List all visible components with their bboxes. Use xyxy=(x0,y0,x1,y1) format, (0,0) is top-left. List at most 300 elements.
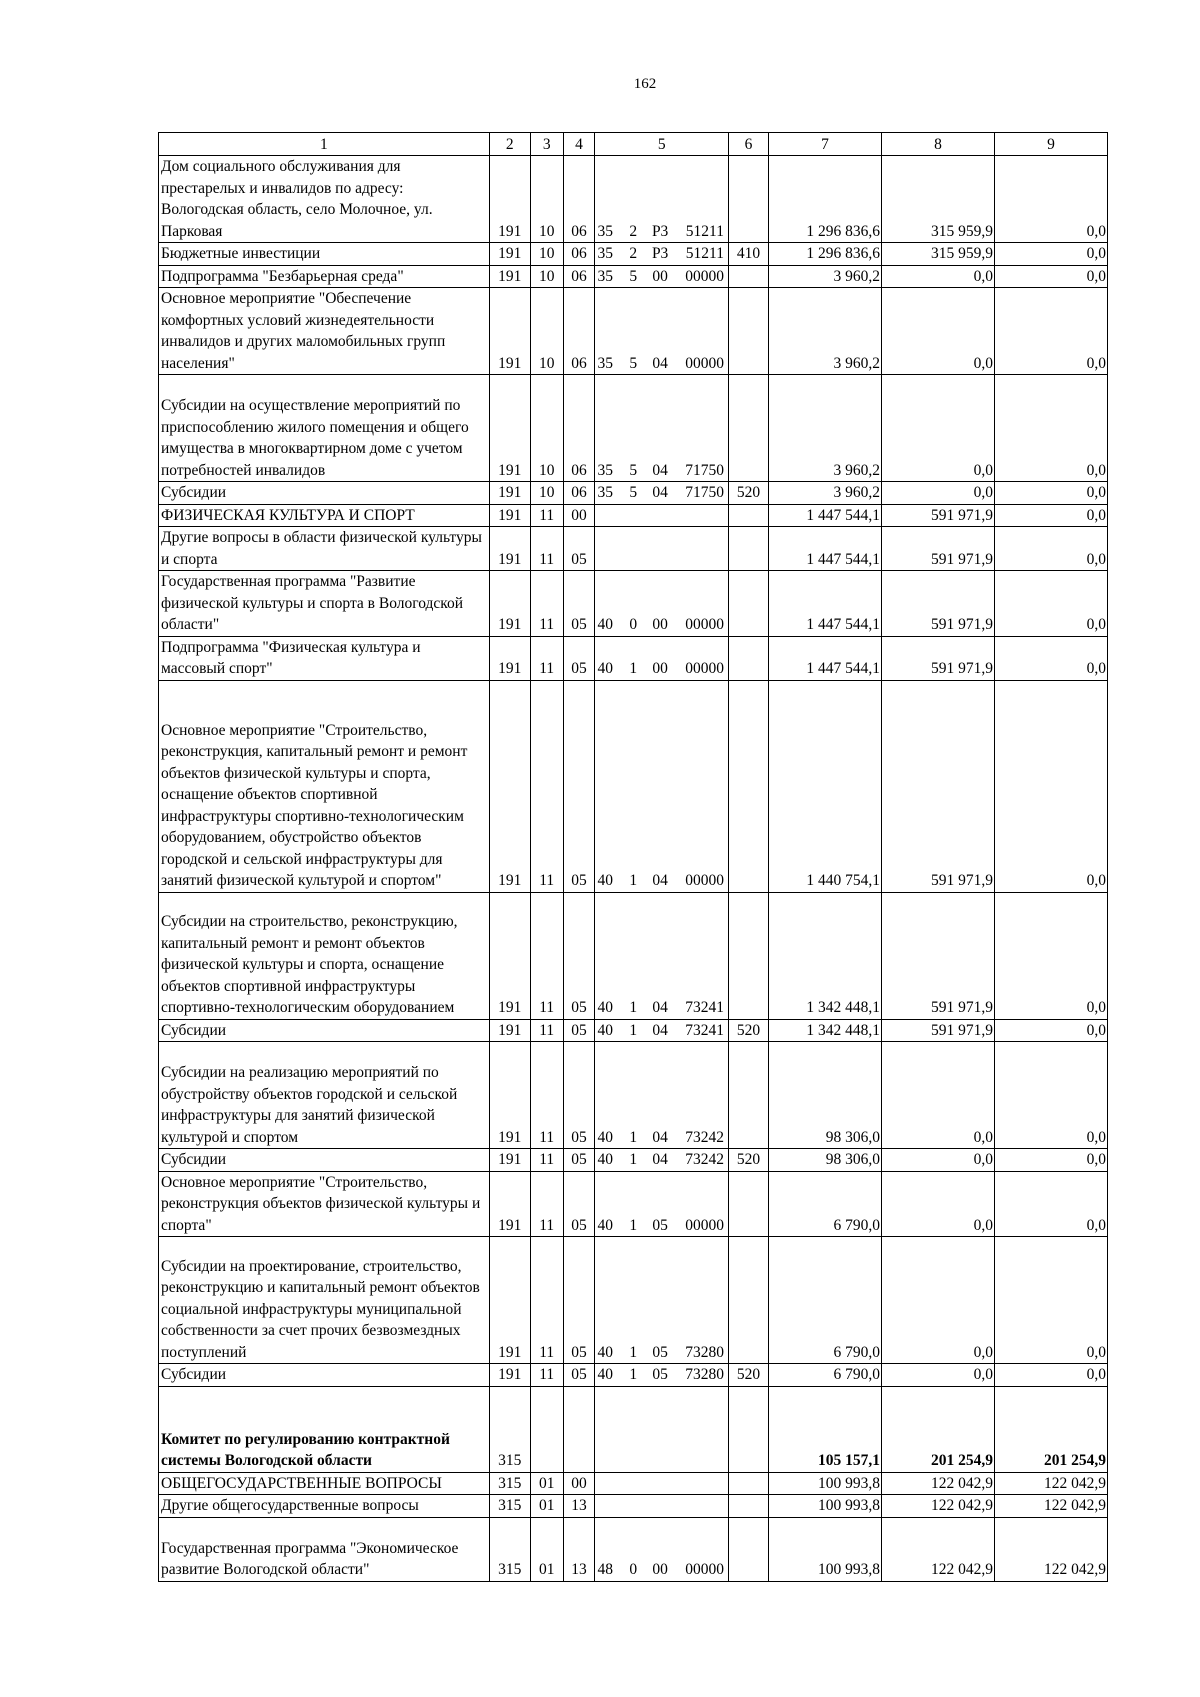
header-cell-3: 3 xyxy=(530,133,563,156)
target-article-p4: 73241 xyxy=(685,999,724,1016)
amount-col9-cell: 0,0 xyxy=(994,1171,1107,1237)
amount-col8-cell: 122 042,9 xyxy=(882,1472,995,1495)
target-article-parts xyxy=(595,1020,728,1042)
target-article-p2: 5 xyxy=(629,484,638,501)
amount-col8-cell: 591 971,9 xyxy=(882,892,995,1019)
target-article-p3: 00 xyxy=(652,1561,668,1578)
table-row xyxy=(159,156,1108,243)
subsection-code-cell: 05 xyxy=(563,527,595,571)
expense-type-cell: 520 xyxy=(728,1019,768,1042)
target-article-p1: 35 xyxy=(597,354,613,372)
row-name-cell: Комитет по регулированию контрактной системы Вологодской области xyxy=(159,1386,490,1472)
target-article-cell xyxy=(595,680,729,892)
row-name-cell: ОБЩЕГОСУДАРСТВЕННЫЕ ВОПРОСЫ xyxy=(159,1472,490,1495)
target-article-p2: 1 xyxy=(629,1343,638,1361)
target-article-cell xyxy=(595,1364,729,1387)
row-name-cell: Субсидии на осуществление мероприятий по приспособлению жилого помещения и общего имущества в многоквартирном доме с учетом потребностей инвалидов xyxy=(159,375,490,482)
grbs-code-cell: 191 xyxy=(489,265,530,288)
target-article-parts xyxy=(595,460,728,482)
expense-type-cell xyxy=(728,1386,768,1472)
target-article-cell xyxy=(595,527,729,571)
target-article-cell xyxy=(595,375,729,482)
subsection-code-cell: 05 xyxy=(563,1237,595,1364)
table-row xyxy=(159,1386,1108,1472)
target-article-cell xyxy=(595,504,729,527)
amount-col8-cell: 591 971,9 xyxy=(882,680,995,892)
target-article-parts xyxy=(595,243,728,265)
target-article-p1: 40 xyxy=(597,1151,613,1168)
grbs-code-cell: 191 xyxy=(489,156,530,243)
target-article-cell xyxy=(595,1517,729,1581)
section-code-cell xyxy=(530,1386,563,1472)
expense-type-cell xyxy=(728,1472,768,1495)
section-code-cell: 10 xyxy=(530,243,563,266)
row-name-cell: Субсидии на проектирование, строительство, реконструкцию и капитальный ремонт объектов социальной инфраструктуры муниципальной собственности за счет прочих безвозмездных поступлений xyxy=(159,1237,490,1364)
target-article-p3: 05 xyxy=(652,1366,668,1383)
target-article-p3: 00 xyxy=(652,267,668,285)
target-article-parts xyxy=(595,658,728,680)
target-article-parts xyxy=(595,997,728,1019)
target-article-parts xyxy=(595,1127,728,1149)
row-name-cell: Основное мероприятие "Обеспечение комфортных условий жизнедеятельности инвалидов и других маломобильных групп населения" xyxy=(159,288,490,375)
target-article-p3: 04 xyxy=(652,872,668,889)
amount-col8-cell: 0,0 xyxy=(882,1171,995,1237)
amount-col7-cell: 1 447 544,1 xyxy=(769,636,882,680)
amount-col9-cell: 201 254,9 xyxy=(994,1386,1107,1472)
target-article-p2: 5 xyxy=(629,267,638,285)
table-row xyxy=(159,527,1108,571)
expense-type-cell xyxy=(728,1517,768,1581)
target-article-p1: 35 xyxy=(597,484,613,501)
row-name-cell: Субсидии xyxy=(159,1019,490,1042)
target-article-p2: 1 xyxy=(629,1366,638,1383)
header-cell-5: 5 xyxy=(595,133,729,156)
target-article-p2: 1 xyxy=(629,660,638,677)
grbs-code-cell: 191 xyxy=(489,1364,530,1387)
target-article-p2: 5 xyxy=(629,461,638,479)
amount-col7-cell: 1 447 544,1 xyxy=(769,504,882,527)
target-article-cell xyxy=(595,1171,729,1237)
expense-type-cell xyxy=(728,1495,768,1518)
amount-col8-cell: 0,0 xyxy=(882,265,995,288)
target-article-p1: 40 xyxy=(597,616,613,633)
amount-col7-cell: 1 296 836,6 xyxy=(769,243,882,266)
amount-col9-cell: 0,0 xyxy=(994,1237,1107,1364)
target-article-p1: 40 xyxy=(597,1366,613,1383)
target-article-p2: 1 xyxy=(629,872,638,889)
target-article-p3: 05 xyxy=(652,1343,668,1361)
target-article-p4: 73242 xyxy=(685,1151,724,1168)
table-row xyxy=(159,504,1108,527)
row-name-cell: Основное мероприятие "Строительство, реконструкция, капитальный ремонт и ремонт объектов физической культуры и спорта, оснащение объектов спортивной инфраструктуры спортивно-технологическим оборудованием, обустройство объектов городской и сельской инфраструктуры для занятий физической культурой и спортом" xyxy=(159,680,490,892)
subsection-code-cell: 06 xyxy=(563,243,595,266)
amount-col7-cell: 3 960,2 xyxy=(769,375,882,482)
amount-col7-cell: 98 306,0 xyxy=(769,1149,882,1172)
amount-col8-cell: 0,0 xyxy=(882,1149,995,1172)
target-article-p4: 73241 xyxy=(685,1021,724,1039)
expense-type-cell xyxy=(728,571,768,637)
target-article-p4: 73280 xyxy=(685,1343,724,1361)
section-code-cell: 10 xyxy=(530,482,563,505)
target-article-cell xyxy=(595,156,729,243)
expense-type-cell xyxy=(728,636,768,680)
amount-col9-cell: 0,0 xyxy=(994,243,1107,266)
amount-col9-cell: 122 042,9 xyxy=(994,1472,1107,1495)
target-article-parts xyxy=(595,1364,728,1386)
amount-col7-cell: 3 960,2 xyxy=(769,265,882,288)
amount-col9-cell: 0,0 xyxy=(994,156,1107,243)
amount-col7-cell: 6 790,0 xyxy=(769,1171,882,1237)
amount-col9-cell: 0,0 xyxy=(994,1019,1107,1042)
expense-type-cell: 520 xyxy=(728,482,768,505)
row-name-cell: Дом социального обслуживания для престарелых и инвалидов по адресу: Вологодская область, село Молочное, ул. Парковая xyxy=(159,156,490,243)
target-article-cell xyxy=(595,288,729,375)
subsection-code-cell: 05 xyxy=(563,1019,595,1042)
grbs-code-cell: 191 xyxy=(489,1149,530,1172)
table-row xyxy=(159,1472,1108,1495)
subsection-code-cell: 13 xyxy=(563,1517,595,1581)
expense-type-cell xyxy=(728,680,768,892)
row-name-cell: Подпрограмма "Физическая культура и массовый спорт" xyxy=(159,636,490,680)
target-article-p2: 0 xyxy=(629,616,638,633)
subsection-code-cell: 05 xyxy=(563,1042,595,1149)
amount-col9-cell: 122 042,9 xyxy=(994,1517,1107,1581)
target-article-p1: 40 xyxy=(597,1021,613,1039)
subsection-code-cell: 00 xyxy=(563,504,595,527)
target-article-p4: 00000 xyxy=(685,267,724,285)
amount-col8-cell: 122 042,9 xyxy=(882,1517,995,1581)
target-article-p2: 2 xyxy=(629,245,638,262)
grbs-code-cell: 191 xyxy=(489,1019,530,1042)
amount-col8-cell: 0,0 xyxy=(882,1237,995,1364)
section-code-cell: 11 xyxy=(530,527,563,571)
amount-col8-cell: 0,0 xyxy=(882,1364,995,1387)
target-article-p3: 04 xyxy=(652,354,668,372)
grbs-code-cell: 191 xyxy=(489,1171,530,1237)
expense-type-cell xyxy=(728,504,768,527)
amount-col9-cell: 0,0 xyxy=(994,571,1107,637)
target-article-p3: 04 xyxy=(652,1128,668,1146)
amount-col8-cell: 201 254,9 xyxy=(882,1386,995,1472)
target-article-p1: 40 xyxy=(597,1216,613,1234)
target-article-p2: 1 xyxy=(629,1151,638,1168)
section-code-cell: 11 xyxy=(530,680,563,892)
subsection-code-cell: 05 xyxy=(563,1171,595,1237)
section-code-cell: 01 xyxy=(530,1517,563,1581)
target-article-cell xyxy=(595,482,729,505)
table-row xyxy=(159,375,1108,482)
table-row xyxy=(159,1364,1108,1387)
subsection-code-cell xyxy=(563,1386,595,1472)
target-article-p1: 48 xyxy=(597,1561,613,1578)
target-article-p1: 35 xyxy=(597,267,613,285)
header-cell-9: 9 xyxy=(994,133,1107,156)
amount-col7-cell: 100 993,8 xyxy=(769,1517,882,1581)
target-article-p2: 0 xyxy=(629,1561,638,1578)
target-article-p3: 04 xyxy=(652,999,668,1016)
subsection-code-cell: 06 xyxy=(563,375,595,482)
target-article-p4: 00000 xyxy=(685,616,724,633)
expense-type-cell xyxy=(728,1042,768,1149)
table-row xyxy=(159,1517,1108,1581)
amount-col7-cell: 1 447 544,1 xyxy=(769,527,882,571)
row-name-cell: Государственная программа "Развитие физической культуры и спорта в Вологодской области" xyxy=(159,571,490,637)
table-row xyxy=(159,636,1108,680)
target-article-parts xyxy=(595,1215,728,1237)
amount-col8-cell: 591 971,9 xyxy=(882,504,995,527)
grbs-code-cell: 191 xyxy=(489,288,530,375)
target-article-p4: 71750 xyxy=(685,484,724,501)
grbs-code-cell: 315 xyxy=(489,1386,530,1472)
target-article-cell xyxy=(595,243,729,266)
target-article-parts xyxy=(595,482,728,504)
subsection-code-cell: 06 xyxy=(563,288,595,375)
table-row xyxy=(159,1019,1108,1042)
expense-type-cell xyxy=(728,265,768,288)
target-article-cell xyxy=(595,1386,729,1472)
amount-col8-cell: 315 959,9 xyxy=(882,243,995,266)
amount-col7-cell: 1 440 754,1 xyxy=(769,680,882,892)
subsection-code-cell: 00 xyxy=(563,1472,595,1495)
section-code-cell: 11 xyxy=(530,636,563,680)
row-name-cell: Другие общегосударственные вопросы xyxy=(159,1495,490,1518)
amount-col7-cell: 98 306,0 xyxy=(769,1042,882,1149)
subsection-code-cell: 05 xyxy=(563,1364,595,1387)
target-article-p4: 51211 xyxy=(685,222,724,240)
grbs-code-cell: 191 xyxy=(489,1237,530,1364)
amount-col7-cell: 1 342 448,1 xyxy=(769,1019,882,1042)
subsection-code-cell: 05 xyxy=(563,571,595,637)
expense-type-cell xyxy=(728,527,768,571)
target-article-p3: 00 xyxy=(652,616,668,633)
section-code-cell: 01 xyxy=(530,1495,563,1518)
subsection-code-cell: 13 xyxy=(563,1495,595,1518)
grbs-code-cell: 315 xyxy=(489,1472,530,1495)
target-article-cell xyxy=(595,265,729,288)
row-name-cell: Другие вопросы в области физической культуры и спорта xyxy=(159,527,490,571)
grbs-code-cell: 191 xyxy=(489,636,530,680)
expense-type-cell xyxy=(728,892,768,1019)
target-article-parts xyxy=(595,266,728,288)
amount-col9-cell: 122 042,9 xyxy=(994,1495,1107,1518)
amount-col8-cell: 0,0 xyxy=(882,1042,995,1149)
table-row xyxy=(159,680,1108,892)
amount-col7-cell: 1 342 448,1 xyxy=(769,892,882,1019)
section-code-cell: 11 xyxy=(530,892,563,1019)
section-code-cell: 10 xyxy=(530,288,563,375)
target-article-p2: 1 xyxy=(629,999,638,1016)
target-article-p1: 40 xyxy=(597,872,613,889)
amount-col9-cell: 0,0 xyxy=(994,482,1107,505)
target-article-cell xyxy=(595,1149,729,1172)
target-article-p4: 00000 xyxy=(685,872,724,889)
section-code-cell: 10 xyxy=(530,265,563,288)
target-article-p3: 00 xyxy=(652,660,668,677)
amount-col9-cell: 0,0 xyxy=(994,636,1107,680)
amount-col7-cell: 3 960,2 xyxy=(769,482,882,505)
target-article-p4: 00000 xyxy=(685,1216,724,1234)
grbs-code-cell: 191 xyxy=(489,527,530,571)
target-article-p2: 1 xyxy=(629,1216,638,1234)
section-code-cell: 11 xyxy=(530,504,563,527)
row-name-cell: Основное мероприятие "Строительство, реконструкция объектов физической культуры и спорта" xyxy=(159,1171,490,1237)
header-cell-7: 7 xyxy=(769,133,882,156)
row-name-cell: Бюджетные инвестиции xyxy=(159,243,490,266)
table-row xyxy=(159,482,1108,505)
table-row xyxy=(159,1042,1108,1149)
target-article-cell xyxy=(595,571,729,637)
section-code-cell: 11 xyxy=(530,1149,563,1172)
row-name-cell: Подпрограмма "Безбарьерная среда" xyxy=(159,265,490,288)
target-article-cell xyxy=(595,1495,729,1518)
amount-col8-cell: 591 971,9 xyxy=(882,636,995,680)
expense-type-cell xyxy=(728,288,768,375)
row-name-cell: Субсидии xyxy=(159,1149,490,1172)
table-row xyxy=(159,1237,1108,1364)
target-article-p1: 40 xyxy=(597,1343,613,1361)
amount-col9-cell: 0,0 xyxy=(994,265,1107,288)
expense-type-cell: 520 xyxy=(728,1149,768,1172)
target-article-p4: 00000 xyxy=(685,1561,724,1578)
subsection-code-cell: 05 xyxy=(563,1149,595,1172)
grbs-code-cell: 315 xyxy=(489,1517,530,1581)
grbs-code-cell: 315 xyxy=(489,1495,530,1518)
subsection-code-cell: 06 xyxy=(563,265,595,288)
amount-col8-cell: 591 971,9 xyxy=(882,571,995,637)
target-article-p4: 71750 xyxy=(685,461,724,479)
amount-col7-cell: 3 960,2 xyxy=(769,288,882,375)
expense-type-cell xyxy=(728,1171,768,1237)
target-article-p4: 00000 xyxy=(685,660,724,677)
section-code-cell: 11 xyxy=(530,571,563,637)
amount-col8-cell: 315 959,9 xyxy=(882,156,995,243)
amount-col7-cell: 6 790,0 xyxy=(769,1237,882,1364)
amount-col7-cell: 6 790,0 xyxy=(769,1364,882,1387)
section-code-cell: 11 xyxy=(530,1237,563,1364)
subsection-code-cell: 05 xyxy=(563,892,595,1019)
table-row xyxy=(159,892,1108,1019)
amount-col9-cell: 0,0 xyxy=(994,527,1107,571)
target-article-p2: 1 xyxy=(629,1128,638,1146)
row-name-cell: ФИЗИЧЕСКАЯ КУЛЬТУРА И СПОРТ xyxy=(159,504,490,527)
amount-col9-cell: 0,0 xyxy=(994,288,1107,375)
target-article-p3: 04 xyxy=(652,1151,668,1168)
table-row xyxy=(159,1149,1108,1172)
target-article-p1: 40 xyxy=(597,1128,613,1146)
row-name-cell: Государственная программа "Экономическое развитие Вологодской области" xyxy=(159,1517,490,1581)
target-article-p3: 04 xyxy=(652,484,668,501)
target-article-p4: 51211 xyxy=(685,245,724,262)
amount-col7-cell: 100 993,8 xyxy=(769,1495,882,1518)
target-article-cell xyxy=(595,636,729,680)
header-cell-4: 4 xyxy=(563,133,595,156)
amount-col8-cell: 0,0 xyxy=(882,375,995,482)
table-row xyxy=(159,265,1108,288)
target-article-cell xyxy=(595,1237,729,1364)
amount-col9-cell: 0,0 xyxy=(994,680,1107,892)
amount-col9-cell: 0,0 xyxy=(994,1042,1107,1149)
header-cell-1: 1 xyxy=(159,133,490,156)
target-article-p4: 00000 xyxy=(685,354,724,372)
row-name-cell: Субсидии xyxy=(159,1364,490,1387)
target-article-p1: 35 xyxy=(597,461,613,479)
target-article-p1: 35 xyxy=(597,222,613,240)
header-cell-8: 8 xyxy=(882,133,995,156)
amount-col9-cell: 0,0 xyxy=(994,892,1107,1019)
expense-type-cell xyxy=(728,375,768,482)
target-article-cell xyxy=(595,1042,729,1149)
expense-type-cell: 520 xyxy=(728,1364,768,1387)
target-article-parts xyxy=(595,353,728,375)
budget-table xyxy=(158,132,1108,1582)
target-article-cell xyxy=(595,892,729,1019)
amount-col7-cell: 1 447 544,1 xyxy=(769,571,882,637)
table-row xyxy=(159,1171,1108,1237)
grbs-code-cell: 191 xyxy=(489,892,530,1019)
table-row xyxy=(159,243,1108,266)
amount-col8-cell: 0,0 xyxy=(882,482,995,505)
target-article-p4: 73280 xyxy=(685,1366,724,1383)
target-article-parts xyxy=(595,870,728,892)
grbs-code-cell: 191 xyxy=(489,571,530,637)
subsection-code-cell: 05 xyxy=(563,680,595,892)
subsection-code-cell: 06 xyxy=(563,156,595,243)
section-code-cell: 01 xyxy=(530,1472,563,1495)
target-article-p3: Р3 xyxy=(651,245,669,262)
target-article-p3: 04 xyxy=(652,1021,668,1039)
header-cell-6: 6 xyxy=(728,133,768,156)
target-article-cell xyxy=(595,1019,729,1042)
amount-col9-cell: 0,0 xyxy=(994,375,1107,482)
target-article-p3: 05 xyxy=(652,1216,668,1234)
grbs-code-cell: 191 xyxy=(489,482,530,505)
target-article-p1: 40 xyxy=(597,660,613,677)
row-name-cell: Субсидии на реализацию мероприятий по обустройству объектов городской и сельской инфраструктуры для занятий физической культурой и спортом xyxy=(159,1042,490,1149)
target-article-p2: 5 xyxy=(629,354,638,372)
section-code-cell: 11 xyxy=(530,1019,563,1042)
header-row xyxy=(159,133,1108,156)
expense-type-cell: 410 xyxy=(728,243,768,266)
table-row xyxy=(159,1495,1108,1518)
expense-type-cell xyxy=(728,1237,768,1364)
target-article-parts xyxy=(595,1342,728,1364)
target-article-p2: 2 xyxy=(629,222,638,240)
grbs-code-cell: 191 xyxy=(489,1042,530,1149)
amount-col8-cell: 0,0 xyxy=(882,288,995,375)
target-article-parts xyxy=(595,614,728,636)
amount-col9-cell: 0,0 xyxy=(994,1364,1107,1387)
target-article-p3: Р3 xyxy=(651,222,669,240)
section-code-cell: 11 xyxy=(530,1171,563,1237)
amount-col9-cell: 0,0 xyxy=(994,1149,1107,1172)
table-row xyxy=(159,571,1108,637)
page-number: 162 xyxy=(633,76,657,92)
target-article-parts xyxy=(595,1149,728,1171)
target-article-cell xyxy=(595,1472,729,1495)
grbs-code-cell: 191 xyxy=(489,243,530,266)
row-name-cell: Субсидии xyxy=(159,482,490,505)
amount-col7-cell: 100 993,8 xyxy=(769,1472,882,1495)
grbs-code-cell: 191 xyxy=(489,680,530,892)
row-name-cell: Субсидии на строительство, реконструкцию, капитальный ремонт и ремонт объектов физической культуры и спорта, оснащение объектов спортивной инфраструктуры спортивно-технологическим оборудованием xyxy=(159,892,490,1019)
target-article-p1: 40 xyxy=(597,999,613,1016)
target-article-p2: 1 xyxy=(629,1021,638,1039)
amount-col8-cell: 591 971,9 xyxy=(882,1019,995,1042)
section-code-cell: 11 xyxy=(530,1364,563,1387)
section-code-cell: 11 xyxy=(530,1042,563,1149)
amount-col8-cell: 591 971,9 xyxy=(882,527,995,571)
target-article-parts xyxy=(595,1559,728,1581)
